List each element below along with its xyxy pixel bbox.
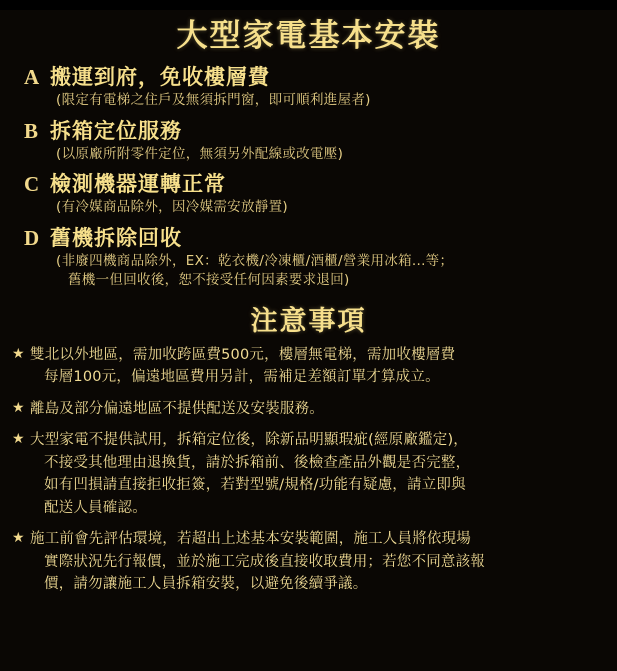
- service-item-title: 檢測機器運轉正常: [50, 172, 226, 197]
- notice-line: 大型家電不提供試用，拆箱定位後，除新品明顯瑕疵(經原廠鑑定)，: [30, 432, 469, 449]
- notice-line: 如有凹損請直接拒收拒簽，若對型號/規格/功能有疑慮，請立即與: [44, 477, 466, 494]
- notice-item: [12, 429, 607, 519]
- page-title: 大型家電基本安裝: [176, 18, 441, 54]
- service-item-letter: B: [24, 118, 39, 143]
- service-item-note-line2: 舊機一但回收後，恕不接受任何因素要求退回): [68, 272, 350, 289]
- star-icon: ★: [12, 530, 25, 547]
- service-item: [24, 61, 609, 111]
- notice-line: 不接受其他理由退換貨，請於拆箱前、後檢查產品外觀是否完整，: [44, 454, 471, 471]
- notice-title: 注意事項: [250, 305, 367, 337]
- service-item-heading: [24, 168, 609, 198]
- service-item-note-line1: (非廢四機商品除外，EX：乾衣機/冷凍櫃/酒櫃/營業用冰箱...等；: [56, 252, 454, 269]
- service-item-letter: D: [24, 225, 40, 250]
- notice-line: 實際狀況先行報價，並於施工完成後直接收取費用；若您不同意該報: [44, 553, 485, 570]
- service-item-note: (有冷媒商品除外，因冷媒需安放靜置): [56, 199, 288, 216]
- notice-item: [12, 398, 607, 420]
- notice-line: 施工前會先評估環境，若超出上述基本安裝範圍，施工人員將依現場: [30, 531, 471, 548]
- notice-line: 價，請勿讓施工人員拆箱安裝，以避免後續爭議。: [44, 576, 368, 593]
- notice-line: 離島及部分偏遠地區不提供配送及安裝服務。: [30, 400, 324, 417]
- notice-item: [12, 528, 607, 595]
- notice-text: [30, 398, 324, 420]
- star-icon: ★: [12, 345, 25, 362]
- service-item: [24, 222, 609, 291]
- notice-item: [12, 344, 607, 389]
- notice-line: 雙北以外地區，需加收跨區費500元，樓層無電梯，需加收樓層費: [30, 346, 456, 363]
- service-item-heading: [24, 115, 609, 145]
- star-icon: ★: [12, 431, 25, 448]
- notice-text: [30, 429, 470, 519]
- notice-text: [30, 528, 485, 595]
- service-item-heading: [24, 222, 609, 252]
- service-item-title: 舊機拆除回收: [50, 225, 182, 250]
- notice-list: [12, 344, 607, 596]
- promo-page: [0, 10, 617, 671]
- service-item-note: [56, 252, 609, 291]
- service-item-letter: C: [24, 172, 40, 197]
- star-icon: ★: [12, 399, 25, 416]
- service-item-heading: [24, 61, 609, 91]
- service-item-title: 拆箱定位服務: [50, 118, 182, 143]
- service-item: [24, 115, 609, 165]
- service-item-note: (限定有電梯之住戶及無須拆門窗，即可順利進屋者): [56, 92, 371, 108]
- service-item-title: 搬運到府，免收樓層費: [50, 65, 270, 89]
- service-item-note: (以原廠所附零件定位，無須另外配線或改電壓): [56, 145, 344, 162]
- service-item: [24, 168, 609, 218]
- notice-text: [30, 344, 455, 389]
- notice-line: 配送人員確認。: [44, 499, 147, 516]
- service-item-list: [24, 61, 609, 291]
- notice-line: 每層100元，偏遠地區費用另計，需補足差額訂單才算成立。: [44, 369, 440, 386]
- service-item-letter: A: [24, 65, 40, 89]
